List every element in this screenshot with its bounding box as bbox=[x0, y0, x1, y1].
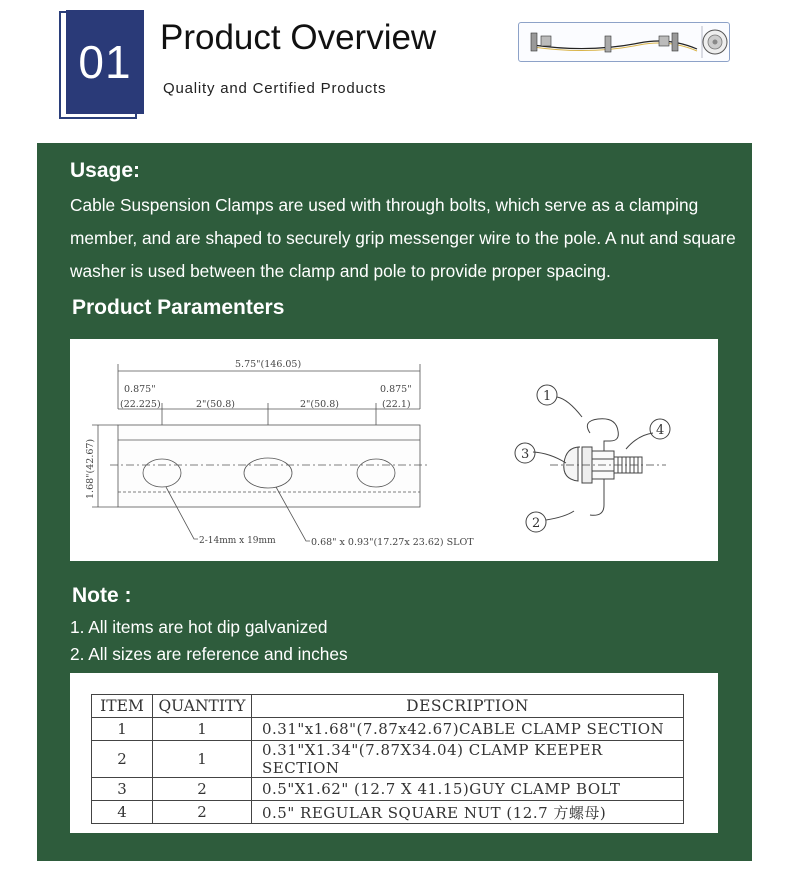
table-row bbox=[92, 778, 684, 801]
column-header-item: ITEM bbox=[92, 695, 153, 718]
section-number-badge bbox=[66, 10, 144, 114]
cable-assembly-thumbnail bbox=[518, 22, 730, 62]
parts-table-card bbox=[70, 673, 718, 833]
part-number-4: 4 bbox=[656, 423, 665, 438]
parts-table bbox=[91, 694, 684, 824]
note-heading: Note : bbox=[72, 584, 132, 607]
item-cell: 4 bbox=[92, 801, 153, 824]
description-cell: 0.5"X1.62" (12.7 X 41.15)GUY CLAMP BOLT bbox=[252, 778, 684, 801]
column-header-quantity: QUANTITY bbox=[153, 695, 252, 718]
right-offset-mm-label: (22.1) bbox=[382, 399, 411, 410]
left-offset-in-label: 0.875" bbox=[124, 384, 156, 395]
height-label: 1.68"(42.67) bbox=[85, 438, 96, 499]
item-cell: 2 bbox=[92, 741, 153, 778]
quantity-cell: 1 bbox=[153, 741, 252, 778]
slot-callout: 0.68" x 0.93"(17.27x 23.62) SLOT bbox=[311, 537, 474, 548]
section-number: 01 bbox=[78, 36, 132, 88]
usage-text: Cable Suspension Clamps are used with through bolts, which serve as a clamping member, and are shaped to securely grip messenger wire to the pole. A nut and square washer is used between the clamp and pole to provide proper spacing. bbox=[70, 195, 736, 281]
hole-callout: 2-14mm x 19mm bbox=[199, 536, 276, 546]
spacing-2-label: 2"(50.8) bbox=[300, 399, 339, 410]
part-number-2: 2 bbox=[532, 516, 541, 531]
table-row bbox=[92, 801, 684, 824]
part-number-1: 1 bbox=[543, 389, 552, 404]
table-row bbox=[92, 718, 684, 741]
column-header-description: DESCRIPTION bbox=[252, 695, 684, 718]
table-header-row bbox=[92, 695, 684, 718]
quantity-cell: 1 bbox=[153, 718, 252, 741]
note-line-1: 1. All items are hot dip galvanized bbox=[70, 617, 328, 637]
clamp-dimension-drawing bbox=[70, 339, 718, 561]
left-offset-mm-label: (22.225) bbox=[120, 399, 161, 410]
quantity-cell: 2 bbox=[153, 778, 252, 801]
usage-heading: Usage: bbox=[70, 159, 141, 182]
content-panel bbox=[37, 143, 752, 861]
item-cell: 3 bbox=[92, 778, 153, 801]
quantity-cell: 2 bbox=[153, 801, 252, 824]
table-row bbox=[92, 741, 684, 778]
spacing-1-label: 2"(50.8) bbox=[196, 399, 235, 410]
note-line-2: 2. All sizes are reference and inches bbox=[70, 644, 348, 664]
page-title: Product Overview bbox=[160, 18, 437, 57]
overall-length-label: 5.75"(146.05) bbox=[235, 359, 302, 370]
description-cell: 0.31"x1.68"(7.87x42.67)CABLE CLAMP SECTION bbox=[252, 718, 684, 741]
part-number-3: 3 bbox=[521, 447, 530, 462]
technical-drawing bbox=[70, 339, 718, 561]
right-offset-in-label: 0.875" bbox=[380, 384, 412, 395]
cable-assembly-illustration bbox=[519, 23, 729, 61]
description-cell: 0.5" REGULAR SQUARE NUT (12.7 方螺母) bbox=[252, 801, 684, 824]
description-cell: 0.31"X1.34"(7.87X34.04) CLAMP KEEPER SECTION bbox=[252, 741, 684, 778]
page-subtitle: Quality and Certified Products bbox=[163, 80, 387, 97]
item-cell: 1 bbox=[92, 718, 153, 741]
parameters-heading: Product Paramenters bbox=[72, 296, 285, 319]
